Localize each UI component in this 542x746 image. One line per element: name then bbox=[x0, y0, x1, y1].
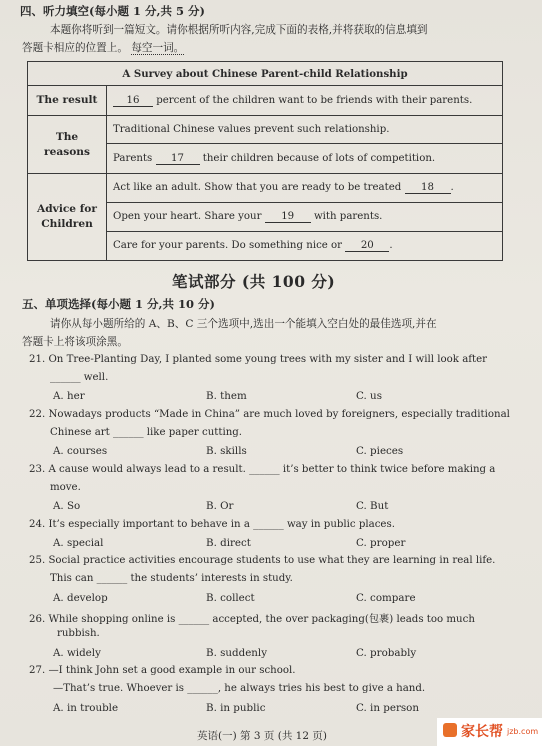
blank-16[interactable]: 16 bbox=[113, 95, 153, 107]
question-21-line2: ______ well. bbox=[50, 372, 109, 383]
q27-option-a[interactable]: A. in trouble bbox=[53, 702, 119, 714]
question-21-line1: 21. On Tree-Planting Day, I planted some young trees with my sister and I will look after bbox=[29, 354, 488, 365]
section5-heading: 五、单项选择(每小题 1 分,共 10 分) bbox=[22, 297, 215, 311]
survey-table bbox=[27, 61, 503, 261]
reason1-cell: Traditional Chinese values prevent such relationship. bbox=[107, 116, 503, 144]
section4-instruction-emphasis: 每空一词。 bbox=[131, 42, 185, 54]
blank-17[interactable]: 17 bbox=[156, 153, 200, 165]
advice3-text-a: Care for your parents. Do something nice or bbox=[113, 240, 343, 251]
q25-option-c[interactable]: C. compare bbox=[356, 592, 416, 604]
q22-option-b[interactable]: B. skills bbox=[206, 445, 247, 457]
q24-option-b[interactable]: B. direct bbox=[206, 537, 251, 549]
question-25-line1: 25. Social practice activities encourage students to use what they are learning in real life. bbox=[29, 555, 496, 566]
reason2-cell bbox=[107, 144, 503, 174]
section4-instruction-line2-text: 答题卡相应的位置上。 bbox=[22, 42, 128, 54]
reason2-text-a: Parents bbox=[113, 152, 153, 164]
section4-instruction-line1: 本题你将听到一篇短文。请你根据所听内容,完成下面的表格,并将获取的信息填到 bbox=[50, 24, 428, 36]
advice1-text-a: Act like an adult. Show that you are ready to be treated bbox=[113, 182, 402, 193]
question-23-line2: move. bbox=[50, 482, 81, 493]
advice3-cell bbox=[107, 232, 503, 261]
q27-option-c[interactable]: C. in person bbox=[356, 702, 419, 714]
q23-option-a[interactable]: A. So bbox=[53, 500, 81, 512]
brand-mark-icon bbox=[443, 723, 457, 737]
q26-option-a[interactable]: A. widely bbox=[53, 647, 101, 659]
watermark-site: jzb.com bbox=[507, 727, 539, 736]
section4-heading: 四、听力填空(每小题 1 分,共 5 分) bbox=[20, 4, 205, 18]
q25-option-a[interactable]: A. develop bbox=[53, 592, 108, 604]
blank-19[interactable]: 19 bbox=[265, 211, 311, 223]
q21-option-c[interactable]: C. us bbox=[356, 390, 382, 402]
advice2-text-b: with parents. bbox=[313, 211, 383, 222]
section4-instruction-line2 bbox=[22, 40, 184, 55]
q23-option-b[interactable]: B. Or bbox=[206, 500, 234, 512]
question-23-line1: 23. A cause would always lead to a result. ______ it’s better to think twice before making a bbox=[29, 464, 496, 475]
q27-option-b[interactable]: B. in public bbox=[206, 702, 266, 714]
label-advice-line2: Children bbox=[41, 218, 93, 230]
question-27-line2: —That’s true. Whoever is ______, he always tries his best to give a hand. bbox=[53, 683, 426, 694]
advice1-cell bbox=[107, 174, 503, 203]
section5-instruction-line2: 答题卡上将该项涂黑。 bbox=[22, 336, 128, 348]
q21-option-b[interactable]: B. them bbox=[206, 390, 247, 402]
q21-option-a[interactable]: A. her bbox=[53, 390, 85, 402]
watermark-logo bbox=[437, 718, 542, 746]
reason2-text-b: their children because of lots of competition. bbox=[202, 152, 436, 164]
advice3-text-b: . bbox=[389, 240, 393, 251]
blank-20[interactable]: 20 bbox=[345, 240, 389, 252]
label-result: The result bbox=[28, 86, 107, 116]
question-27-line1: 27. —I think John set a good example in our school. bbox=[29, 665, 296, 676]
question-24-line1: 24. It’s especially important to behave in a ______ way in public places. bbox=[29, 519, 395, 530]
page-footer: 英语(一) 第 3 页 (共 12 页) bbox=[197, 730, 327, 742]
advice2-text-a: Open your heart. Share your bbox=[113, 211, 262, 222]
q25-option-b[interactable]: B. collect bbox=[206, 592, 255, 604]
q24-option-c[interactable]: C. proper bbox=[356, 537, 406, 549]
label-advice bbox=[28, 174, 107, 261]
q26-option-b[interactable]: B. suddenly bbox=[206, 647, 268, 659]
advice2-cell bbox=[107, 203, 503, 232]
section5-instruction-line1: 请你从每小题所给的 A、B、C 三个选项中,选出一个能填入空白处的最佳选项,并在 bbox=[50, 318, 437, 330]
advice1-text-b: . bbox=[450, 182, 454, 193]
survey-table-title: A Survey about Chinese Parent-child Relationship bbox=[28, 62, 503, 86]
q23-option-c[interactable]: C. But bbox=[356, 500, 389, 512]
result-cell bbox=[107, 86, 503, 116]
question-26-line1: 26. While shopping online is ______ accepted, the over packaging(包裹) leads too much bbox=[29, 614, 475, 625]
q22-option-a[interactable]: A. courses bbox=[53, 445, 108, 457]
question-22-line2: Chinese art ______ like paper cutting. bbox=[50, 427, 243, 438]
question-22-line1: 22. Nowadays products “Made in China” are much loved by foreigners, especially traditional bbox=[29, 409, 510, 420]
question-26-line2: rubbish. bbox=[57, 628, 100, 639]
q24-option-a[interactable]: A. special bbox=[53, 537, 104, 549]
label-reasons: The reasons bbox=[28, 116, 107, 174]
question-25-line2: This can ______ the students’ interests in study. bbox=[50, 573, 293, 584]
watermark-brand: 家长帮 bbox=[461, 724, 503, 740]
q22-option-c[interactable]: C. pieces bbox=[356, 445, 404, 457]
result-text: percent of the children want to be friends with their parents. bbox=[156, 94, 473, 106]
blank-18[interactable]: 18 bbox=[405, 182, 451, 194]
label-advice-line1: Advice for bbox=[37, 203, 97, 215]
q26-option-c[interactable]: C. probably bbox=[356, 647, 417, 659]
written-part-title: 笔试部分 (共 100 分) bbox=[172, 272, 336, 291]
